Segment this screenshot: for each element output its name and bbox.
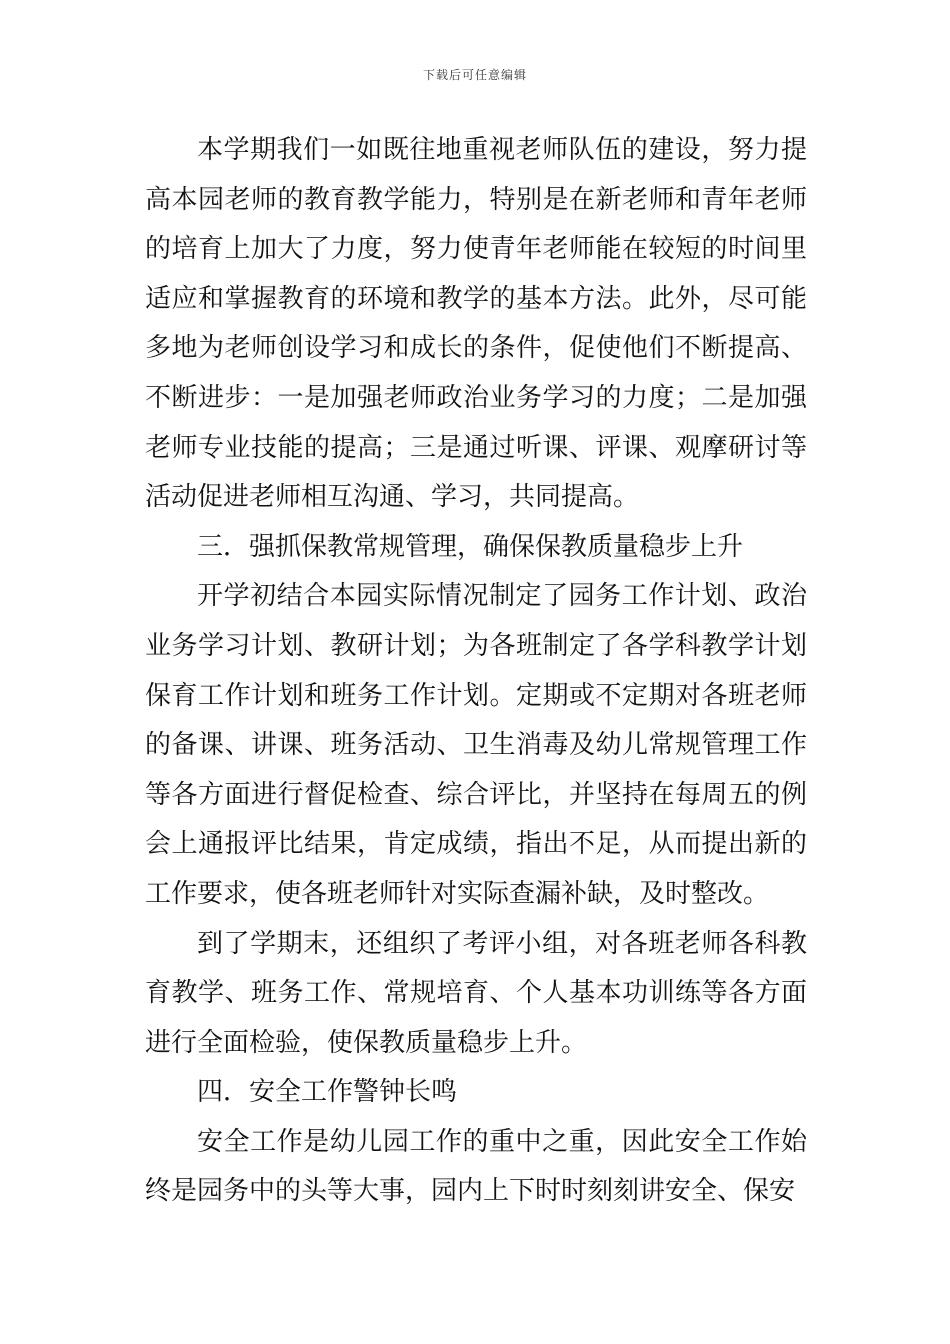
- paragraph-work-plans: 开学初结合本园实际情况制定了园务工作计划、政治业务学习计划、教研计划；为各班制定了各学科教学计划保育工作计划和班务工作计划。定期或不定期对各班老师的备课、讲课、班务活动、卫生消毒及幼儿常规管理工作等各方面进行督促检查、综合评比，并坚持在每周五的例会上通报评比结果，肯定成绩，指出不足，从而提出新的工作要求，使各班老师针对实际查漏补缺，及时整改。: [145, 581, 807, 909]
- header-note: 下载后可任意编辑: [422, 68, 527, 82]
- paragraph-safety: 安全工作是幼儿园工作的重中之重，因此安全工作始终是园务中的头等大事，园内上下时时刻刻讲安全、保安: [145, 1126, 807, 1207]
- document-body: [145, 126, 807, 1217]
- paragraph-teacher-training: 本学期我们一如既往地重视老师队伍的建设，努力提高本园老师的教育教学能力，特别是在新老师和青年老师的培育上加大了力度，努力使青年老师能在较短的时间里适应和掌握教育的环境和教学的基本方法。此外，尽可能多地为老师创设学习和成长的条件，促使他们不断提高、不断进步：一是加强老师政治业务学习的力度；二是加强老师专业技能的提高；三是通过听课、评课、观摩研讨等活动促进老师相互沟通、学习，共同提高。: [145, 135, 807, 513]
- paragraph-term-end-review: 到了学期末，还组织了考评小组，对各班老师各科教育教学、班务工作、常规培育、个人基本功训练等各方面进行全面检验，使保教质量稳步上升。: [145, 928, 807, 1058]
- section-heading-three: 三．强抓保教常规管理，确保保教质量稳步上升: [197, 531, 744, 562]
- section-heading-four: 四．安全工作警钟长鸣: [197, 1077, 458, 1108]
